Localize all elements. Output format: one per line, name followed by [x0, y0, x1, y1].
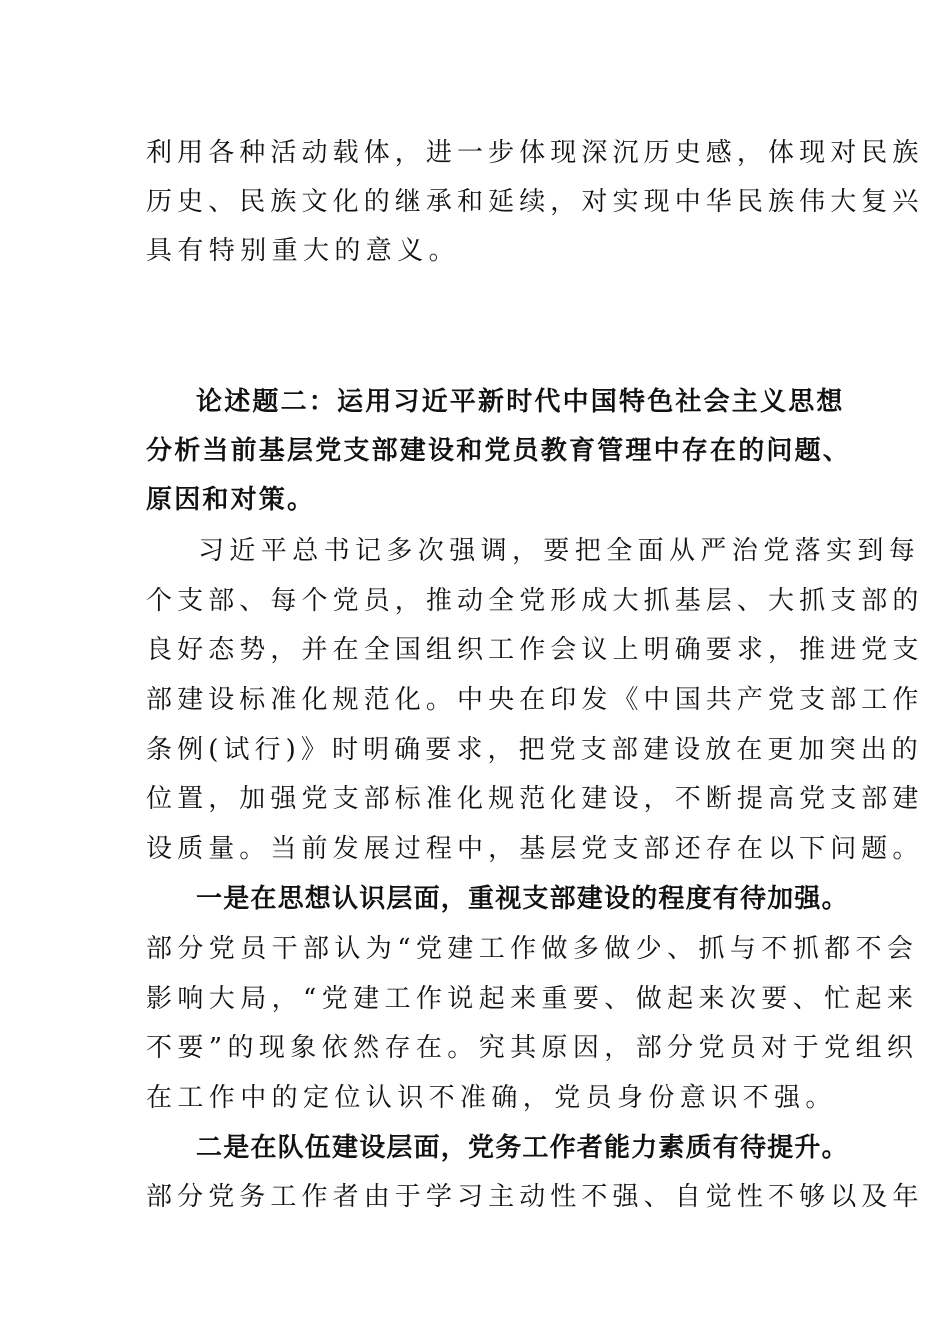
body-text-line: 设质量。当前发展过程中，基层党支部还存在以下问题。 [146, 834, 924, 864]
body-text-line: 在工作中的定位认识不准确，党员身份意识不强。 [146, 1083, 837, 1113]
question-heading-line: 分析当前基层党支部建设和党员教育管理中存在的问题、 [146, 436, 852, 466]
body-text-line: 部建设标准化规范化。中央在印发《中国共产党支部工作 [146, 685, 924, 715]
body-text-line: 部分党务工作者由于学习主动性不强、自觉性不够以及年 [146, 1182, 924, 1212]
body-text-line: 条例(试行)》时明确要求，把党支部建设放在更加突出的 [146, 735, 923, 765]
body-text-line: 良好态势，并在全国组织工作会议上明确要求，推进党支 [146, 635, 924, 665]
body-text-line: 历史、民族文化的继承和延续，对实现中华民族伟大复兴 [146, 187, 924, 217]
body-text-line: 利用各种活动载体，进一步体现深沉历史感，体现对民族 [146, 138, 924, 168]
body-text-line: 习近平总书记多次强调，要把全面从严治党落实到每 [198, 536, 921, 566]
question-heading-line: 论述题二：运用习近平新时代中国特色社会主义思想 [196, 387, 845, 417]
point-heading: 一是在思想认识层面，重视支部建设的程度有待加强。 [196, 884, 849, 914]
body-text-line: 位置，加强党支部标准化规范化建设，不断提高党支部建 [146, 784, 924, 814]
body-text-line: 部分党员干部认为“党建工作做多做少、抓与不抓都不会 [146, 934, 919, 964]
question-heading-line: 原因和对策。 [146, 485, 316, 515]
body-text-line: 个支部、每个党员，推动全党形成大抓基层、大抓支部的 [146, 586, 924, 616]
body-text-line: 具有特别重大的意义。 [146, 236, 461, 266]
point-heading: 二是在队伍建设层面，党务工作者能力素质有待提升。 [196, 1133, 849, 1163]
body-text-line: 不要”的现象依然存在。究其原因，部分党员对于党组织 [146, 1033, 919, 1063]
body-text-line: 影响大局，“党建工作说起来重要、做起来次要、忙起来 [146, 984, 919, 1014]
